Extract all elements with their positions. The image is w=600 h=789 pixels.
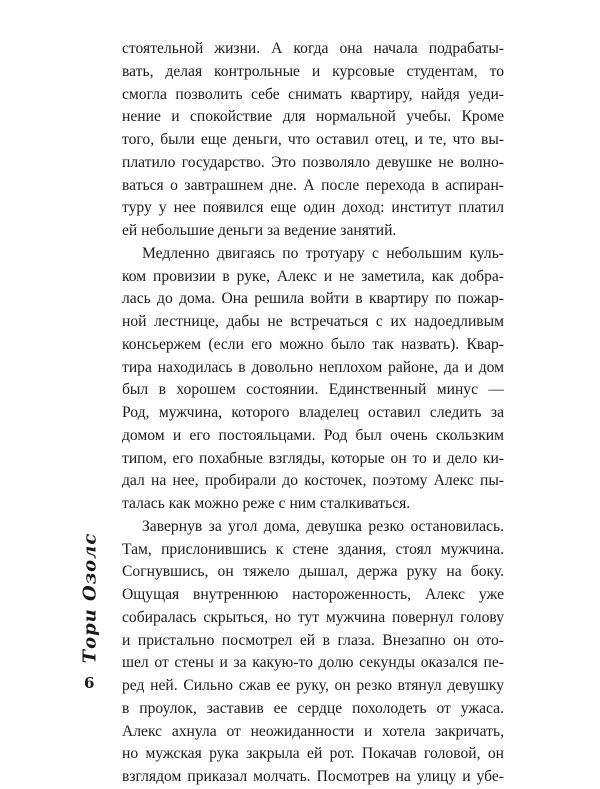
text-line: в проулок, заставив ее сердце похолодеть от ужаса. — [122, 699, 504, 717]
text-line: вать, делая контрольные и курсовые студентам, то — [122, 62, 504, 80]
text-line: Род, мужчина, которого владелец оставил следить за — [122, 404, 504, 421]
page-number: 6 — [84, 674, 95, 692]
text-line: Медленно двигаясь по тротуару с небольшим куль- — [142, 244, 504, 262]
text-line: лась до дома. Она решила войти в квартиру по пожар- — [122, 290, 504, 308]
text-line: туру у нее появился еще один доход: институт платил — [122, 199, 504, 217]
text-line: взглядом приказал молчать. Посмотрев на улицу и убе- — [122, 768, 504, 785]
running-title: Тори Озолс — [79, 532, 101, 664]
text-line: ной лестнице, дабы не встречаться с их надоедливым — [122, 313, 504, 330]
text-line: Согнувшись, он тяжело дышал, держа руку на боку. — [122, 563, 504, 581]
text-line: собиралась скрыться, но тут мужчина повернул голову — [122, 608, 504, 626]
text-line: талась как можно реже с ним сталкиваться. — [122, 495, 411, 512]
text-line: Ощущая внутреннюю настороженность, Алекс уже — [122, 586, 504, 603]
text-line: ком провизии в руке, Алекс и не заметила, как добра- — [122, 267, 504, 285]
text-line: и пристально посмотрел ей в глаза. Внезапно он ото- — [122, 631, 504, 649]
text-line: типом, его похабные взгляды, которые он то и дело ки- — [122, 449, 504, 467]
text-line: того, были еще деньги, что оставил отец, и те, что вы- — [122, 131, 504, 148]
text-line: нение и спокойствие для нормальной учебы. Кроме — [122, 108, 504, 126]
text-line: ваться о завтрашнем дне. А после перехода в аспиран- — [122, 176, 504, 194]
text-line: Завернув за угол дома, девушка резко остановилась. — [142, 517, 504, 535]
text-line: дал на нее, пробирали до косточек, поэтому Алекс пы- — [122, 472, 504, 490]
text-line: Алекс ахнула от неожиданности и хотела закричать, — [122, 722, 504, 740]
text-line: был в хорошем состоянии. Единственный минус — — [122, 381, 504, 399]
text-line: Там, прислонившись к стене здания, стоял мужчина. — [122, 540, 504, 558]
text-line: стоятельной жизни. А когда она начала подрабаты- — [122, 40, 504, 57]
text-line: консьержем (если его можно было так назвать). Квар- — [122, 335, 504, 353]
text-line: смогла позволить себе снимать квартиру, найдя уеди- — [122, 85, 504, 103]
body-text — [122, 38, 504, 789]
text-line: домом и его постояльцами. Род был очень скользким — [122, 426, 504, 444]
text-line: тира находилась в довольно неплохом районе, да и дом — [122, 358, 504, 376]
text-line: ей небольшие деньги за ведение занятий. — [122, 222, 397, 239]
text-line: но мужская рука закрыла ей рот. Покачав головой, он — [122, 745, 504, 763]
text-line: ред ней. Сильно сжав ее руку, он резко втянул девушку — [122, 677, 504, 694]
text-line: платило государство. Это позволяло девушке не волно- — [122, 153, 504, 171]
text-line: шел от стены и за какую-то долю секунды оказался пе- — [122, 654, 504, 672]
